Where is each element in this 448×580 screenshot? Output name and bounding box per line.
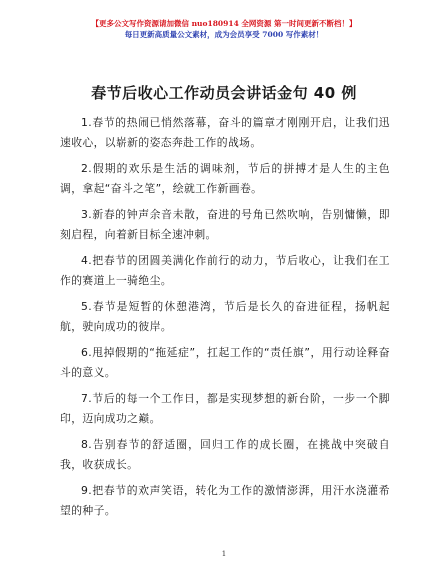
quote-item-3: 3.新春的钟声余音未散，奋进的号角已然吹响，告别慵懒，即刻启程，向着新目标全速冲刺。: [60, 208, 390, 241]
quote-item-6: 6.甩掉假期的“拖延症”，扛起工作的“责任旗”，用行动诠释奋斗的意义。: [60, 346, 390, 379]
quote-item-5: 5.春节是短暂的休憩港湾，节后是长久的奋进征程，扬帆起航，驶向成功的彼岸。: [60, 300, 390, 333]
promo-line-1: 【更多公文写作资源请加微信 nuo180914 全网资源 第一时间更新不断档！】: [91, 19, 357, 28]
page-number: 1: [221, 550, 227, 558]
quote-list: [60, 113, 390, 527]
promo-header: [0, 18, 448, 41]
quote-item-2: 2.假期的欢乐是生活的调味剂，节后的拼搏才是人生的主色调，拿起“奋斗之笔”，绘就工作新画卷。: [60, 162, 390, 195]
quote-item-7: 7.节后的每一个工作日，都是实现梦想的新台阶，一步一个脚印，迈向成功之巅。: [60, 392, 390, 425]
promo-line-2: 每日更新高质量公文素材，成为会员享受 7000 写作素材！: [124, 30, 324, 39]
quote-item-9: 9.把春节的欢声笑语，转化为工作的激情澎湃，用汗水浇灌希望的种子。: [60, 484, 390, 517]
document-title: 春节后收心工作动员会讲话金句 40 例: [91, 84, 357, 102]
quote-item-4: 4.把春节的团圆美满化作前行的动力，节后收心，让我们在工作的赛道上一骑绝尘。: [60, 254, 390, 287]
quote-item-8: 8.告别春节的舒适圈，回归工作的成长圈，在挑战中突破自我，收获成长。: [60, 438, 390, 471]
quote-item-1: 1.春节的热闹已悄然落幕，奋斗的篇章才刚刚开启，让我们迅速收心，以崭新的姿态奔赴工作的战场。: [60, 116, 390, 149]
